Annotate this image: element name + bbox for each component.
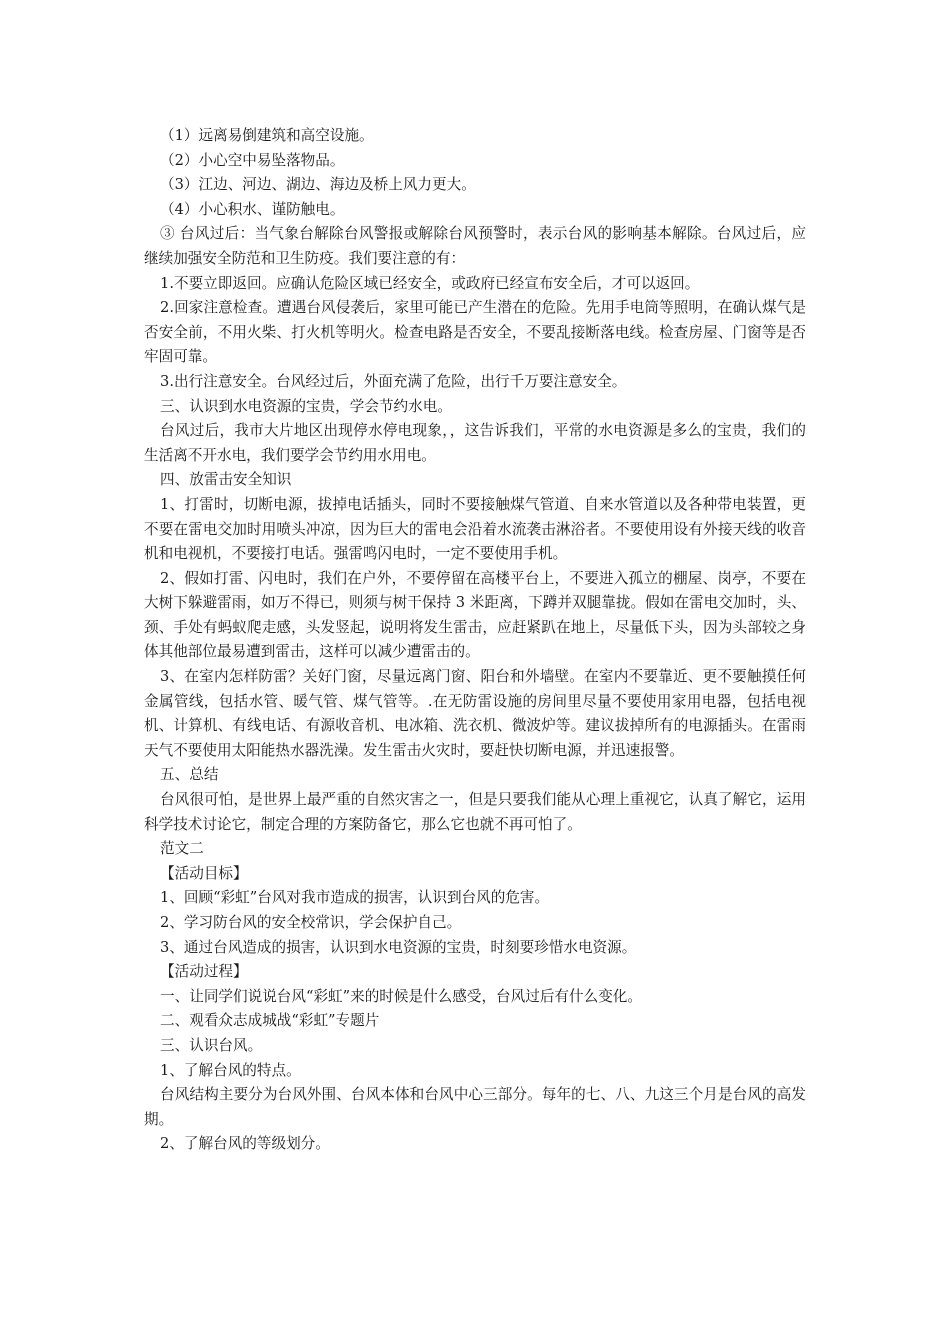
heading-sample-two: 范文二 <box>160 840 204 858</box>
paragraph-process-1: 一、让同学们说说台风“彩虹”来的时候是什么感受，台风过后有什么变化。 <box>160 987 642 1005</box>
paragraph-lightning-2: 2、假如打雷、闪电时，我们在户外，不要停留在高楼平台上，不要进入孤立的棚屋、岗亭，不要在大树下躲避雷雨，如万不得已，则须与树干保持 3 米距离，下蹲并双腿靠拢。假如在雷电交加时，头、颈、手处有蚂蚁爬走感，头发竖起，说明将发生雷击，应赶紧趴在地上，尽量低下头，因为头部较之身体其他部位最易遭到雷击，这样可以减少遭雷击的。 <box>144 569 806 661</box>
paragraph-no-return: 1.不要立即返回。应确认危险区域已经安全，或政府已经宣布安全后，才可以返回。 <box>160 274 700 292</box>
paragraph-falling-objects: （2）小心空中易坠落物品。 <box>160 151 345 169</box>
paragraph-waterside-wind: （3）江边、河边、湖边、海边及桥上风力更大。 <box>160 176 476 194</box>
paragraph-process-3: 三、认识台风。 <box>160 1036 263 1054</box>
paragraph-after-typhoon: ③ 台风过后：当气象台解除台风警报或解除台风预警时，表示台风的影响基本解除。台风过后，应继续加强安全防范和卫生防疫。我们要注意的有： <box>144 225 806 267</box>
paragraph-typhoon-structure: 台风结构主要分为台风外围、台风本体和台风中心三部分。每年的七、八、九这三个月是台风的高发期。 <box>144 1086 806 1128</box>
paragraph-goal-3: 3、通过台风造成的损害，认识到水电资源的宝贵，时刻要珍惜水电资源。 <box>160 938 637 956</box>
heading-activity-goals: 【活动目标】 <box>160 864 248 882</box>
heading-save-water-electricity: 三、认识到水电资源的宝贵，学会节约水电。 <box>160 397 452 415</box>
paragraph-goal-1: 1、回顾“彩虹”台风对我市造成的损害，认识到台风的危害。 <box>160 889 550 907</box>
paragraph-typhoon-features: 1、了解台风的特点。 <box>160 1061 301 1079</box>
heading-activity-process: 【活动过程】 <box>160 963 248 981</box>
paragraph-summary: 台风很可怕，是世界上最严重的自然灾害之一，但是只要我们能从心理上重视它，认真了解它，运用科学技术讨论它，制定合理的方案防备它，那么它也就不再可怕了。 <box>144 791 806 833</box>
paragraph-outage: 台风过后，我市大片地区出现停水停电现象，，这告诉我们，平常的水电资源是多么的宝贵，我们的生活离不开水电，我们要学会节约用水用电。 <box>144 422 806 464</box>
paragraph-process-2: 二、观看众志成城战“彩虹”专题片 <box>160 1012 380 1030</box>
paragraph-lightning-3: 3、在室内怎样防雷？关好门窗，尽量远离门窗、阳台和外墙壁。在室内不要靠近、更不要触摸任何金属管线，包括水管、暖气管、煤气管等。.在无防雷设施的房间里尽量不要使用家用电器，包括电视机、计算机、有线电话、有源收音机、电冰箱、洗衣机、微波炉等。建议拔掉所有的电源插头。在雷雨天气不要使用太阳能热水器洗澡。发生雷击火灾时，要赶快切断电源，并迅速报警。 <box>144 668 806 759</box>
paragraph-away-from-buildings: （1）远离易倒建筑和高空设施。 <box>160 127 374 144</box>
paragraph-travel-safety: 3.出行注意安全。台风经过后，外面充满了危险，出行千万要注意安全。 <box>160 372 627 390</box>
heading-summary: 五、总结 <box>160 766 219 784</box>
paragraph-water-electric: （4）小心积水、谨防触电。 <box>160 200 345 218</box>
paragraph-home-check: 2.回家注意检查。遭遇台风侵袭后，家里可能已产生潜在的危险。先用手电筒等照明，在确认煤气是否安全前，不用火柴、打火机等明火。检查电路是否安全，不要乱接断落电线。检查房屋、门窗等是否牢固可靠。 <box>144 299 806 366</box>
heading-lightning-safety: 四、放雷击安全知识 <box>160 471 292 489</box>
paragraph-goal-2: 2、学习防台风的安全校常识，学会保护自己。 <box>160 914 462 931</box>
document-page <box>144 124 806 1157</box>
paragraph-typhoon-levels: 2、了解台风的等级划分。 <box>160 1135 330 1153</box>
paragraph-lightning-1: 1、打雷时，切断电源，拔掉电话插头，同时不要接触煤气管道、自来水管道以及各种带电装置，更不要在雷电交加时用喷头冲凉，因为巨大的雷电会沿着水流袭击淋浴者。不要使用设有外接天线的收音机和电视机，不要接打电话。强雷鸣闪电时，一定不要使用手机。 <box>144 495 806 563</box>
